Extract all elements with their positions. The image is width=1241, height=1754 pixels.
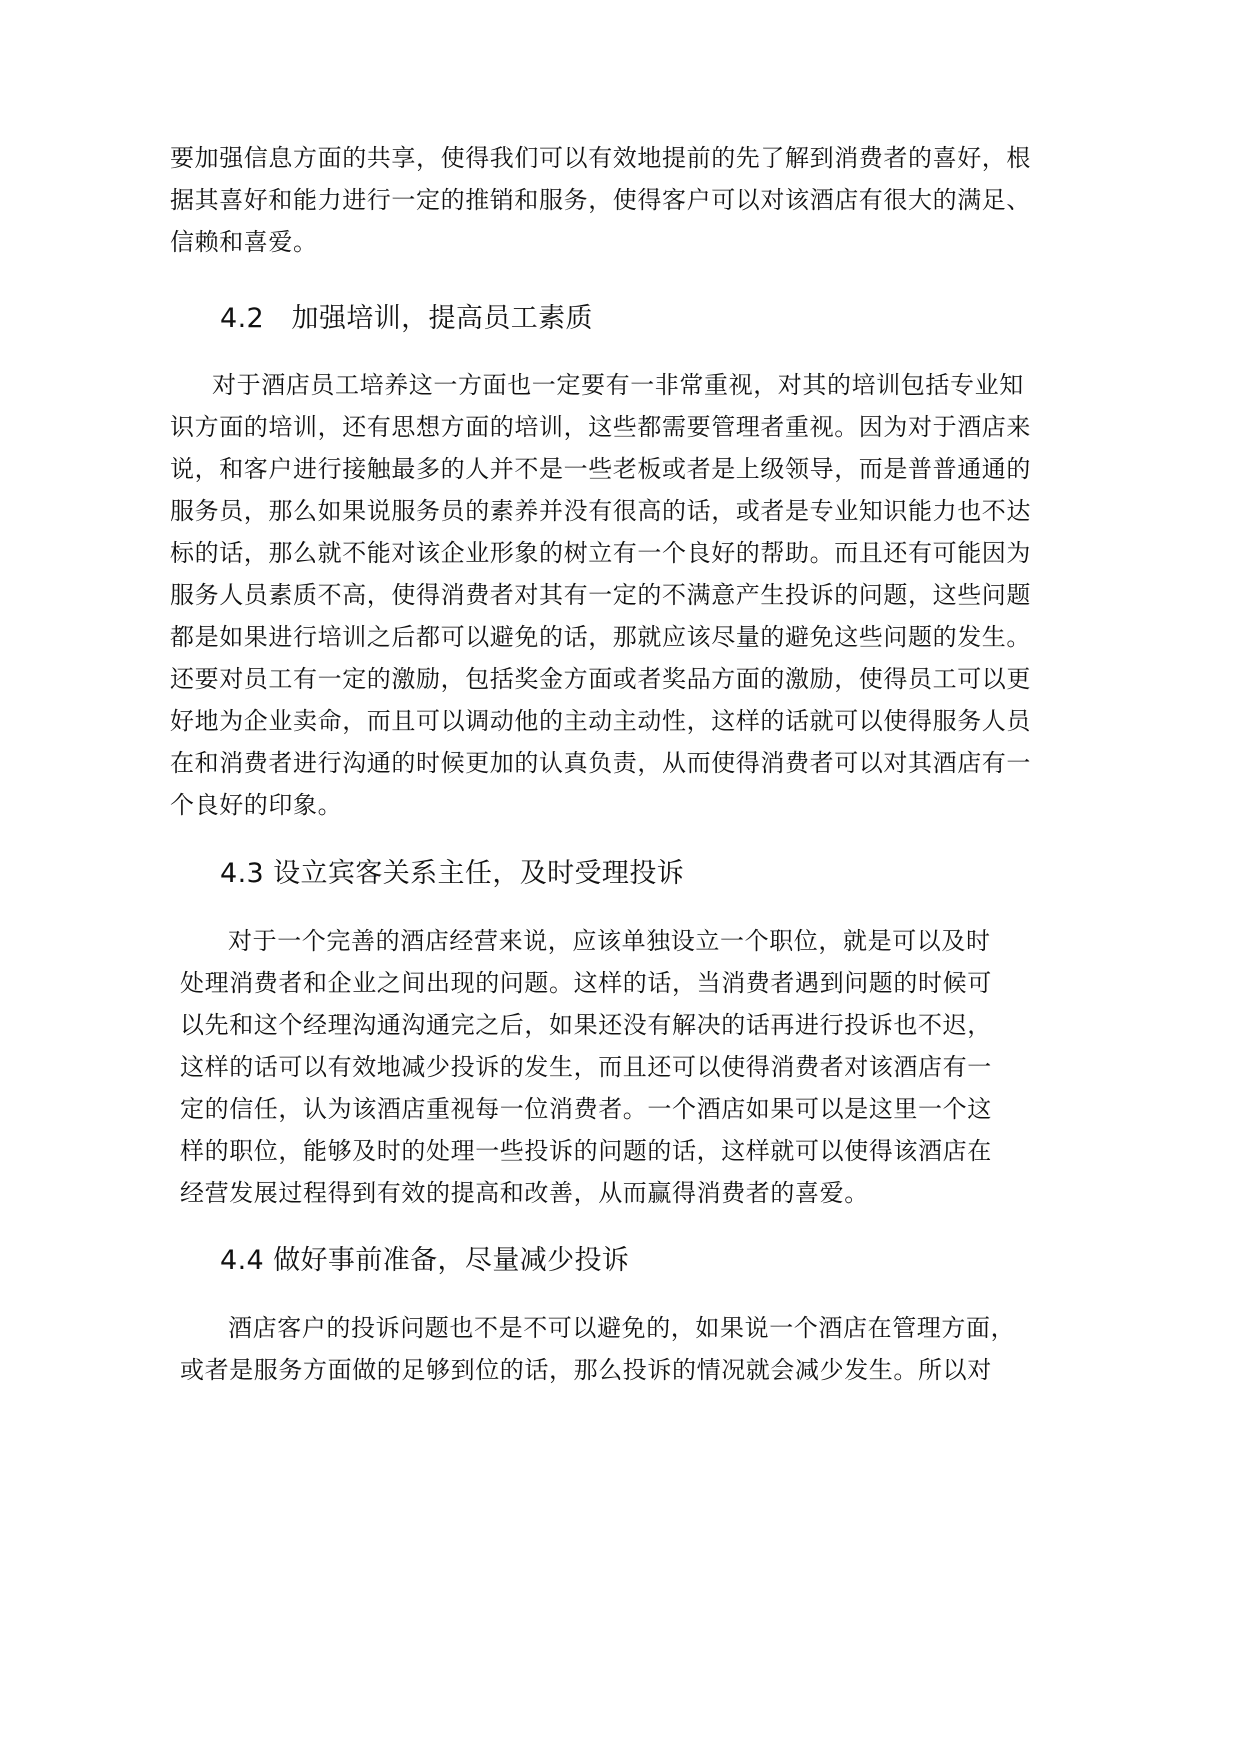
paragraph-line: 或者是服务方面做的足够到位的话，那么投诉的情况就会减少发生。所以对 [180, 1356, 992, 1384]
paragraph-line: 据其喜好和能力进行一定的推销和服务，使得客户可以对该酒店有很大的满足、 [170, 186, 1031, 214]
paragraph-line: 要加强信息方面的共享，使得我们可以有效地提前的先了解到消费者的喜好，根 [170, 144, 1031, 172]
paragraph-line: 对于酒店员工培养这一方面也一定要有一非常重视，对其的培训包括专业知 [212, 371, 1024, 399]
paragraph-line: 定的信任，认为该酒店重视每一位消费者。一个酒店如果可以是这里一个这 [180, 1095, 992, 1123]
section-heading-4-3: 4.3 设立宾客关系主任，及时受理投诉 [220, 858, 685, 889]
paragraph-line: 在和消费者进行沟通的时候更加的认真负责，从而使得消费者可以对其酒店有一 [170, 749, 1031, 777]
section-heading-4-2: 4.2 加强培训，提高员工素质 [220, 303, 593, 334]
paragraph-line: 标的话，那么就不能对该企业形象的树立有一个良好的帮助。而且还有可能因为 [170, 539, 1031, 567]
paragraph-line: 还要对员工有一定的激励，包括奖金方面或者奖品方面的激励，使得员工可以更 [170, 665, 1031, 693]
paragraph-line: 经营发展过程得到有效的提高和改善，从而赢得消费者的喜爱。 [180, 1179, 869, 1207]
paragraph-line: 酒店客户的投诉问题也不是不可以避免的，如果说一个酒店在管理方面， [228, 1314, 1016, 1342]
paragraph-line: 样的职位，能够及时的处理一些投诉的问题的话，这样就可以使得该酒店在 [180, 1137, 992, 1165]
paragraph-line: 好地为企业卖命，而且可以调动他的主动主动性，这样的话就可以使得服务人员 [170, 707, 1031, 735]
section-heading-4-4: 4.4 做好事前准备，尽量减少投诉 [220, 1245, 630, 1276]
paragraph-line: 处理消费者和企业之间出现的问题。这样的话，当消费者遇到问题的时候可 [180, 969, 992, 997]
paragraph-line: 服务员，那么如果说服务员的素养并没有很高的话，或者是专业知识能力也不达 [170, 497, 1031, 525]
paragraph-line: 以先和这个经理沟通沟通完之后，如果还没有解决的话再进行投诉也不迟， [180, 1011, 992, 1039]
paragraph-line: 识方面的培训，还有思想方面的培训，这些都需要管理者重视。因为对于酒店来 [170, 413, 1031, 441]
paragraph-line: 这样的话可以有效地减少投诉的发生，而且还可以使得消费者对该酒店有一 [180, 1053, 992, 1081]
paragraph-line: 对于一个完善的酒店经营来说，应该单独设立一个职位，就是可以及时 [228, 927, 991, 955]
paragraph-line: 说，和客户进行接触最多的人并不是一些老板或者是上级领导，而是普普通通的 [170, 455, 1031, 483]
paragraph-line: 信赖和喜爱。 [170, 228, 318, 256]
paragraph-line: 个良好的印象。 [170, 791, 343, 819]
paragraph-line: 都是如果进行培训之后都可以避免的话，那就应该尽量的避免这些问题的发生。 [170, 623, 1031, 651]
paragraph-line: 服务人员素质不高，使得消费者对其有一定的不满意产生投诉的问题，这些问题 [170, 581, 1031, 609]
